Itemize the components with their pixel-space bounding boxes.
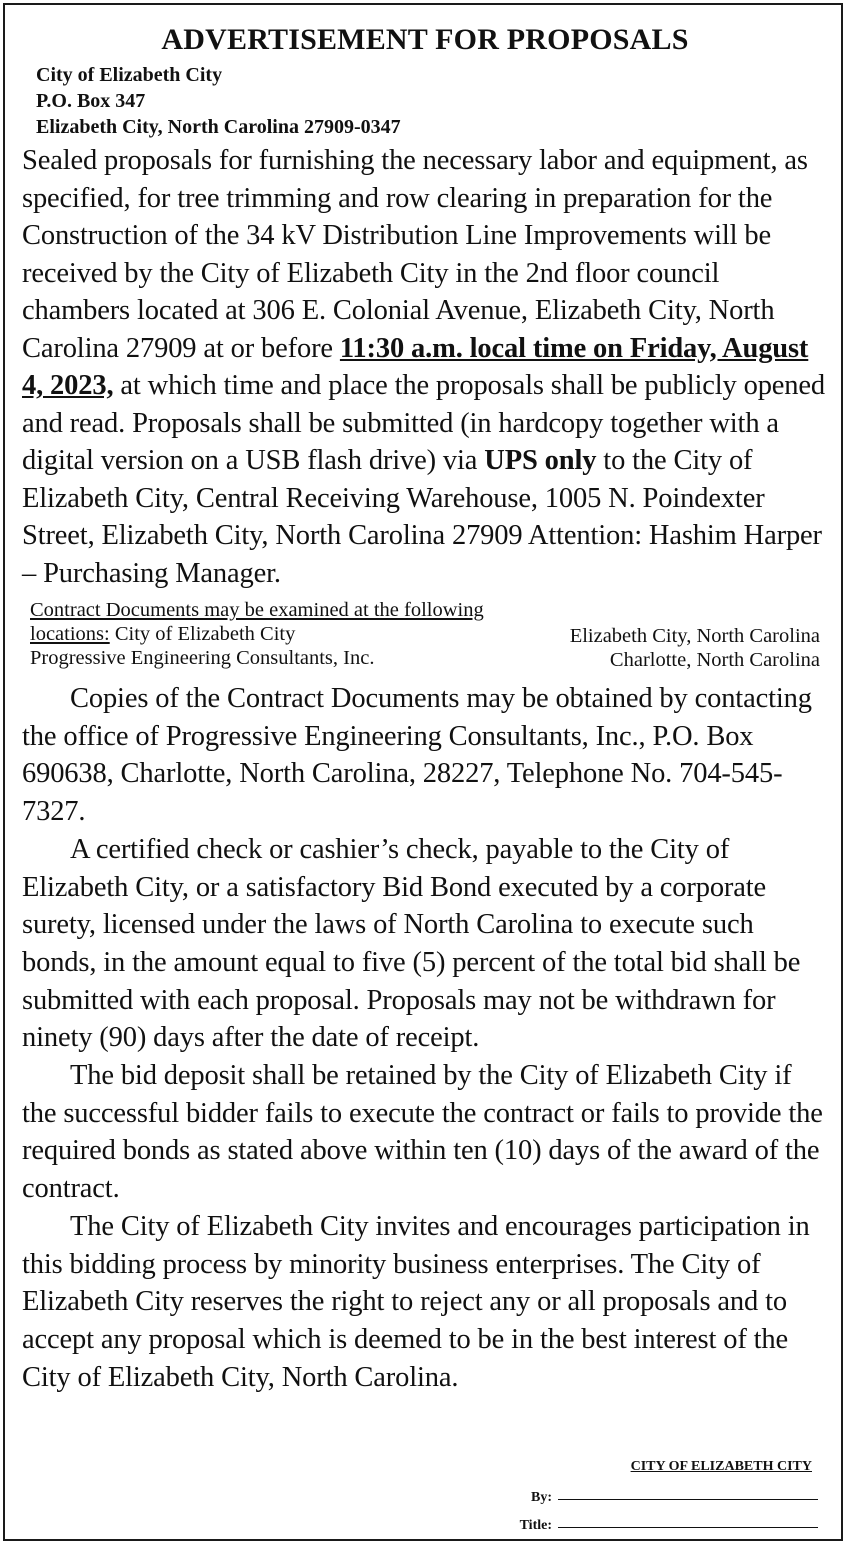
intro-part-1: Sealed proposals for furnishing the necessary labor and equipment, as specified, for tree trimming and row clearing in preparation for the Construction of the 34 kV Distribution Line Improvements will be received by the City of Elizabeth City in the 2nd floor council chambers located at 306 E. Colonial Avenue, Elizabeth City, North Carolina 27909 at or before [22,145,808,364]
minority-paragraph: The City of Elizabeth City invites and encourages participation in this bidding process by minority business enterprises. The City of Elizabeth City reserves the right to reject any or all proposals and to accept any proposal which is deemed to be in the best interest of the City of Elizabeth City, North Carolina. [22,1210,810,1393]
signature-city: CITY OF ELIZABETH CITY [630,1459,812,1474]
advertisement [22,20,828,1396]
signature-title-line [500,1506,820,1534]
by-signature-rule [558,1499,818,1500]
ad-title: ADVERTISEMENT FOR PROPOSALS [161,23,689,56]
ups-only: UPS only [484,445,597,476]
locations-heading-1: Contract Documents may be examined at the following [30,599,484,621]
intro-paragraph [22,142,828,592]
title-signature-rule [558,1527,818,1528]
title-label: Title: [519,1518,552,1533]
bid-deposit-paragraph: The bid deposit shall be retained by the City of Elizabeth City if the successful bidder fails to execute the contract or fails to provide the required bonds as stated above within ten (10) days of the award of the contract. [22,1060,823,1205]
intro-part-2: at which time and place the proposals shall be publicly opened and read. Proposals shall be submitted (in hardcopy together with a digital version on a USB flash drive) via [22,370,825,476]
document-locations [22,598,828,680]
city-address [36,62,828,140]
locations-heading-2: locations: [30,623,110,645]
bid-check-paragraph: A certified check or cashier’s check, payable to the City of Elizabeth City, or a satisfactory Bid Bond executed by a corporate surety, licensed under the laws of North Carolina to execute such bonds, in the amount equal to five (5) percent of the total bid shall be submitted with each proposal. Proposals may not be withdrawn for ninety (90) days after the date of receipt. [22,833,801,1054]
address-line-3: Elizabeth City, North Carolina 27909-0347 [36,116,401,138]
location-1-place: Elizabeth City, North Carolina [569,625,820,647]
address-line-2: P.O. Box 347 [36,90,146,112]
copies-paragraph: Copies of the Contract Documents may be obtained by contacting the office of Progressive Engineering Consultants, Inc., P.O. Box 690638, Charlotte, North Carolina, 28227, Telephone No. 704-545-7327. [22,683,812,828]
address-line-1: City of Elizabeth City [36,64,223,86]
proposal-deadline: 11:30 a.m. local time on Friday, August 4, 2023, [22,332,809,401]
locations-left [30,598,484,670]
signature-by-line [500,1478,820,1506]
locations-right [570,624,820,672]
location-2: Progressive Engineering Consultants, Inc. [30,647,375,669]
intro-part-3: to the City of Elizabeth City, Central Receiving Warehouse, 1005 N. Poindexter Street, Elizabeth City, North Carolina 27909 Attention: Hashim Harper – Purchasing Manager. [22,445,822,589]
by-label: By: [531,1490,552,1505]
location-1: City of Elizabeth City [114,623,296,645]
location-2-place: Charlotte, North Carolina [609,649,820,671]
signature-block [500,1456,820,1534]
